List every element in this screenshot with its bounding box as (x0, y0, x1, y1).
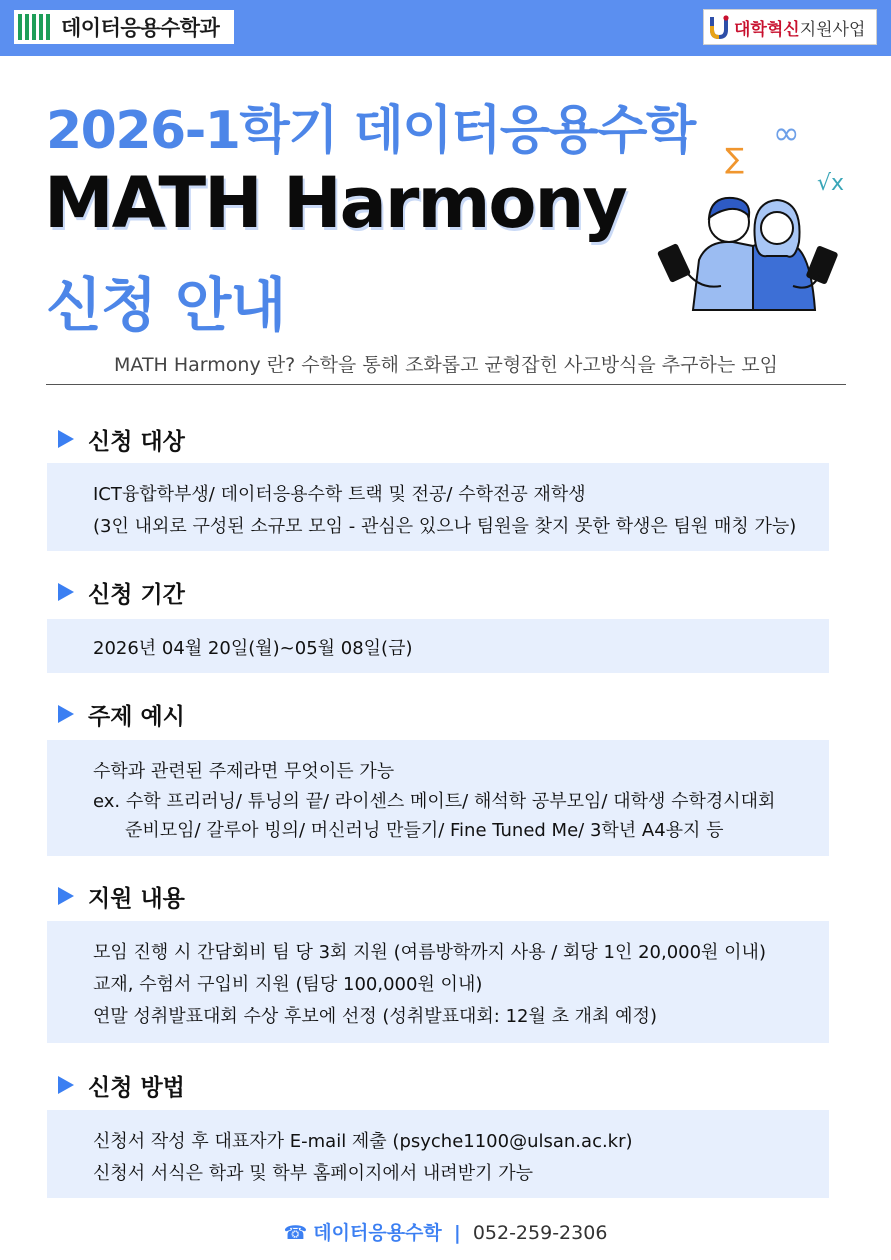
topics-box (47, 740, 829, 856)
section-heading-method (58, 1068, 185, 1102)
uni-logo-gray-text: 지원사업 (799, 19, 866, 40)
uni-logo-red-text: 대학혁신 (734, 19, 800, 40)
triangle-bullet-icon (58, 1076, 74, 1094)
section-title: 지원 내용 (88, 885, 185, 912)
topics-examples: ex. 수학 프리러닝/ 튜닝의 끝/ 라이센스 메이트/ 해석학 공부모임/ 대학생 수학경시대회 (93, 791, 776, 812)
triangle-bullet-icon (58, 583, 74, 601)
section-title: 신청 방법 (88, 1074, 185, 1101)
phone-icon: ☎ (283, 1222, 308, 1244)
topics-line: 수학과 관련된 주제라면 무엇이든 가능 (93, 761, 395, 782)
semester-title: 2026-1학기 데이터응용수학 (46, 101, 695, 161)
university-innovation-logo (703, 9, 877, 45)
triangle-bullet-icon (58, 887, 74, 905)
department-logo-text: 데이터응용수학과 (61, 16, 220, 40)
method-line: 신청서 서식은 학과 및 학부 홈페이지에서 내려받기 가능 (93, 1163, 533, 1184)
application-guide-title: 신청 안내 (46, 271, 286, 339)
contact-footer (0, 1218, 891, 1245)
support-line: 연말 성취발표대회 수상 후보에 선정 (성취발표대회: 12월 초 개최 예정) (93, 1006, 657, 1027)
section-heading-topics (58, 697, 185, 731)
triangle-bullet-icon (58, 430, 74, 448)
period-box (47, 619, 829, 673)
contact-phone-number: 052-259-2306 (472, 1222, 608, 1244)
section-heading-period (58, 575, 185, 609)
section-heading-support (58, 879, 185, 913)
top-bar (0, 0, 891, 56)
triangle-bullet-icon (58, 705, 74, 723)
u-emblem-icon (708, 14, 730, 40)
eligibility-box (47, 463, 829, 551)
eligibility-note: (3인 내외로 구성된 소규모 모임 - 관심은 있으나 팀원을 찾지 못한 학생은 팀원 매칭 가능) (93, 516, 797, 537)
period-line: 2026년 04월 20일(월)~05월 08일(금) (93, 638, 413, 659)
sigma-symbol: ∑ (725, 142, 744, 175)
barcode-logo-icon (18, 14, 53, 40)
section-heading-eligibility (58, 422, 185, 456)
section-title: 신청 기간 (88, 581, 185, 608)
footer-separator: | (453, 1222, 461, 1244)
program-description: MATH Harmony 란? 수학을 통해 조화롭고 균형잡힌 사고방식을 추구하는 모임 (46, 350, 846, 385)
sqrt-symbol: √x (817, 171, 845, 196)
topics-examples-cont: 준비모임/ 갈루아 빙의/ 머신러닝 만들기/ Fine Tuned Me/ 3학년 A4용지 등 (125, 820, 724, 841)
eligibility-line: ICT융합학부생/ 데이터응용수학 트랙 및 전공/ 수학전공 재학생 (93, 484, 586, 505)
method-box (47, 1110, 829, 1198)
infinity-symbol: ∞ (773, 114, 800, 152)
section-title: 신청 대상 (88, 428, 185, 455)
method-line: 신청서 작성 후 대표자가 E-mail 제출 (psyche1100@ulsan.ac.kr) (93, 1131, 633, 1152)
support-box (47, 921, 829, 1043)
section-title: 주제 예시 (88, 703, 185, 730)
department-logo (14, 10, 234, 44)
contact-department: 데이터응용수학 (313, 1222, 442, 1244)
support-line: 교재, 수험서 구입비 지원 (팀당 100,000원 이내) (93, 974, 483, 995)
program-title: MATH Harmony (44, 162, 626, 244)
students-reading-illustration (655, 110, 855, 320)
support-line: 모임 진행 시 간담회비 팀 당 3회 지원 (여름방학까지 사용 / 회당 1인 20,000원 이내) (93, 942, 766, 963)
